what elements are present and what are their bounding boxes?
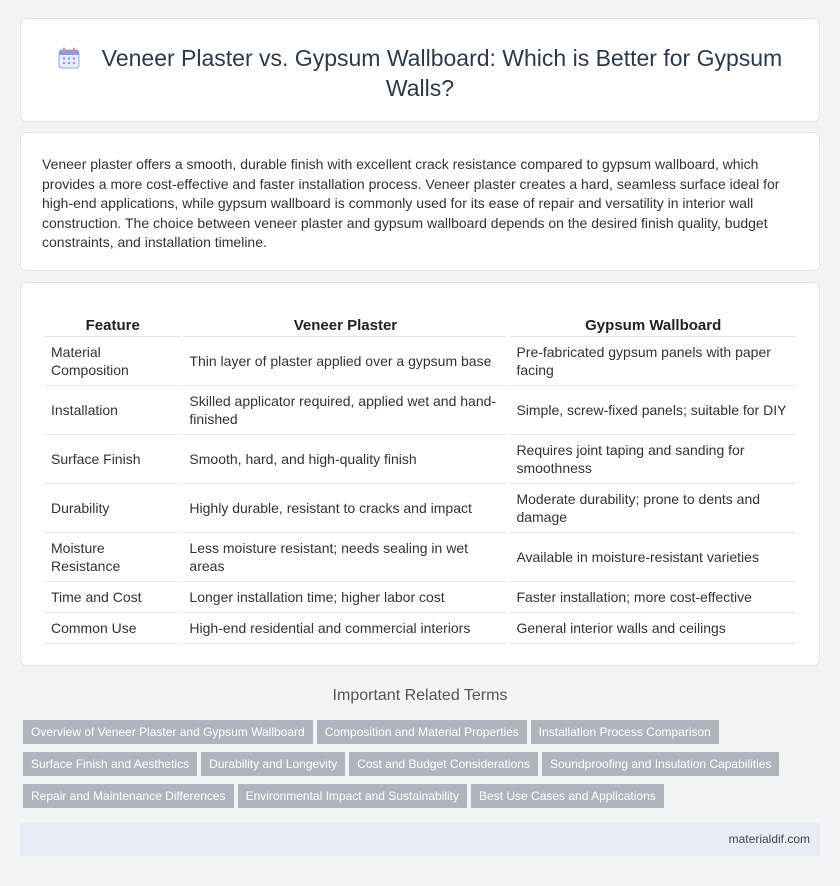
feature-cell: Time and Cost (45, 582, 180, 613)
tag-link[interactable]: Cost and Budget Considerations (349, 752, 538, 776)
header-feature: Feature (45, 317, 180, 337)
feature-cell: Common Use (45, 613, 180, 644)
table-row (45, 582, 796, 613)
tag-link[interactable]: Durability and Longevity (201, 752, 345, 776)
calendar-icon (58, 47, 80, 69)
veneer-cell: Less moisture resistant; needs sealing in wet areas (183, 533, 507, 582)
footer-bar (20, 822, 820, 856)
feature-cell: Durability (45, 484, 180, 533)
tag-link[interactable]: Composition and Material Properties (317, 720, 527, 744)
header-veneer-plaster: Veneer Plaster (183, 317, 507, 337)
table-row (45, 613, 796, 644)
footer-site-link[interactable]: materialdif.com (728, 832, 810, 846)
tag-row (23, 720, 813, 752)
tag-link[interactable]: Surface Finish and Aesthetics (23, 752, 197, 776)
veneer-cell: Skilled applicator required, applied wet and hand-finished (183, 386, 507, 435)
wallboard-cell: Pre-fabricated gypsum panels with paper facing (510, 337, 796, 386)
page-title: Veneer Plaster vs. Gypsum Wallboard: Which is Better for Gypsum Walls? (101, 45, 783, 101)
veneer-cell: High-end residential and commercial interiors (183, 613, 507, 644)
wallboard-cell: General interior walls and ceilings (510, 613, 796, 644)
comparison-table-card (20, 282, 820, 666)
veneer-cell: Longer installation time; higher labor cost (183, 582, 507, 613)
table-row (45, 386, 796, 435)
related-terms-tags (23, 720, 813, 816)
wallboard-cell: Requires joint taping and sanding for smoothness (510, 435, 796, 484)
related-terms-title: Important Related Terms (332, 687, 508, 704)
table-row (45, 484, 796, 533)
feature-cell: Moisture Resistance (45, 533, 180, 582)
wallboard-cell: Simple, screw-fixed panels; suitable for DIY (510, 386, 796, 435)
title-row (41, 43, 799, 103)
veneer-cell: Smooth, hard, and high-quality finish (183, 435, 507, 484)
wallboard-cell: Moderate durability; prone to dents and damage (510, 484, 796, 533)
tag-link[interactable]: Repair and Maintenance Differences (23, 784, 234, 808)
wallboard-cell: Available in moisture-resistant varieties (510, 533, 796, 582)
feature-cell: Installation (45, 386, 180, 435)
comparison-table (42, 317, 799, 644)
tag-link[interactable]: Best Use Cases and Applications (471, 784, 664, 808)
header-gypsum-wallboard: Gypsum Wallboard (510, 317, 796, 337)
feature-cell: Surface Finish (45, 435, 180, 484)
table-row (45, 533, 796, 582)
tag-link[interactable]: Overview of Veneer Plaster and Gypsum Wallboard (23, 720, 313, 744)
intro-card (20, 132, 820, 271)
table-row (45, 435, 796, 484)
veneer-cell: Highly durable, resistant to cracks and impact (183, 484, 507, 533)
tag-link[interactable]: Environmental Impact and Sustainability (238, 784, 467, 808)
tag-link[interactable]: Installation Process Comparison (531, 720, 719, 744)
intro-paragraph: Veneer plaster offers a smooth, durable finish with excellent crack resistance compared to gypsum wallboard, which provides a more cost-effective and faster installation process. Veneer plaster creates a hard, seamless surface ideal for high-end applications, while gypsum wallboard is commonly used for its ease of repair and versatility in interior wall construction. The choice between veneer plaster and gypsum wallboard depends on the desired finish quality, budget constraints, and installation timeline. (42, 156, 780, 250)
header-card (20, 18, 820, 122)
tag-link[interactable]: Soundproofing and Insulation Capabilities (542, 752, 780, 776)
table-row (45, 337, 796, 386)
veneer-cell: Thin layer of plaster applied over a gypsum base (183, 337, 507, 386)
tag-row (23, 752, 813, 784)
tag-row (23, 784, 813, 816)
feature-cell: Material Composition (45, 337, 180, 386)
table-header-row (45, 317, 796, 337)
wallboard-cell: Faster installation; more cost-effective (510, 582, 796, 613)
